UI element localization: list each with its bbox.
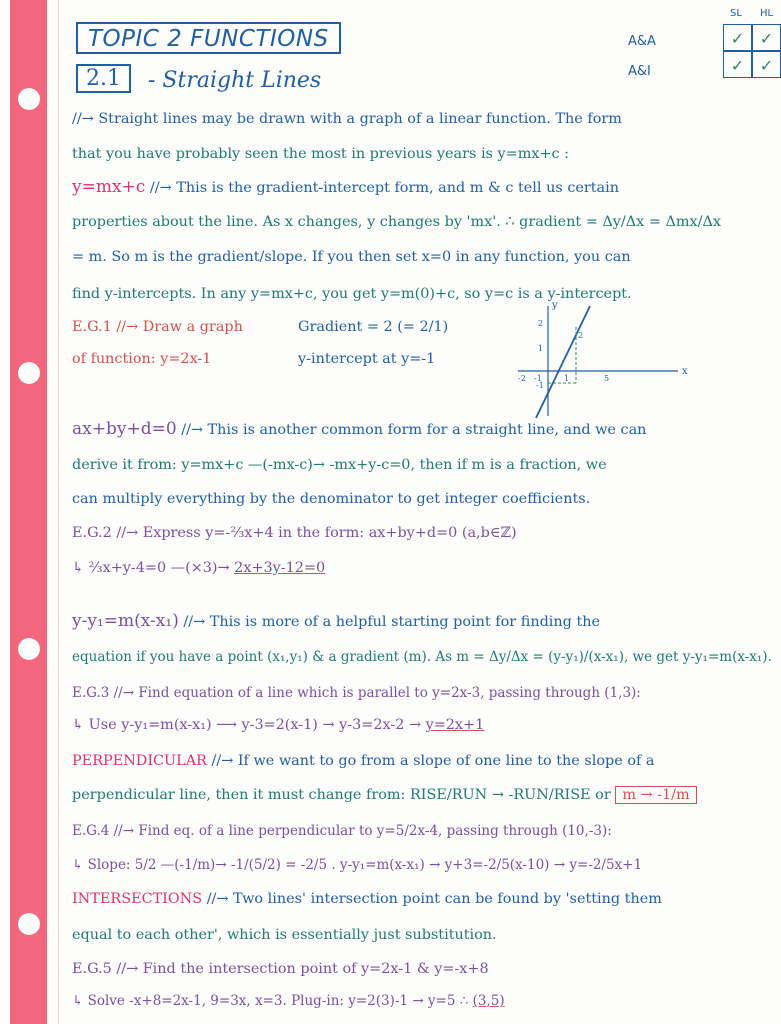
section-heading: PERPENDICULAR bbox=[72, 753, 207, 769]
text-line bbox=[72, 612, 600, 631]
example-heading: E.G.1 //→ Draw a graph bbox=[72, 319, 243, 335]
text-span: //→ This is the gradient-intercept form, and m & c tell us certain bbox=[149, 180, 620, 196]
example-heading: E.G.5 //→ Find the intersection point of y=2x-1 & y=-x+8 bbox=[72, 961, 489, 977]
text-line bbox=[72, 890, 662, 908]
example-graph bbox=[508, 296, 708, 421]
margin-rule bbox=[58, 0, 59, 1024]
text-span: ↳ ⅔x+y-4=0 —(×3)→ bbox=[72, 560, 230, 576]
example-text: Gradient = 2 (= 2/1) bbox=[298, 319, 449, 335]
answer: y=2x+1 bbox=[425, 717, 485, 733]
graph-axis-label: x bbox=[682, 366, 688, 377]
text-span: //→ Two lines' intersection point can be found by 'setting them bbox=[206, 891, 662, 907]
text-line: that you have probably seen the most in previous years is y=mx+c : bbox=[72, 146, 570, 162]
punch-hole bbox=[18, 88, 40, 110]
example-heading: E.G.3 //→ Find equation of a line which is parallel to y=2x-3, passing through (1,3): bbox=[72, 685, 641, 701]
text-line: properties about the line. As x changes, y changes by 'mx'. ∴ gradient = Δy/Δx = Δmx/Δx bbox=[72, 214, 721, 230]
section-number: 2.1 bbox=[76, 64, 131, 93]
graph-tick-label: 1 bbox=[564, 374, 570, 383]
punch-hole bbox=[18, 362, 40, 384]
text-line: = m. So m is the gradient/slope. If you then set x=0 in any function, you can bbox=[72, 249, 631, 265]
text-line: //→ Straight lines may be drawn with a graph of a linear function. The form bbox=[72, 111, 622, 127]
example-text bbox=[72, 716, 484, 734]
example-text: ↳ Slope: 5/2 —(-1/m)→ -1/(5/2) = -2/5 . y-y₁=m(x-x₁) → y+3=-2/5(x-10) → y=-2/5x+1 bbox=[72, 857, 643, 873]
topic-title: TOPIC 2 FUNCTIONS bbox=[76, 22, 341, 54]
level-row-label: A&I bbox=[628, 64, 651, 79]
check-icon: ✓ bbox=[723, 24, 752, 51]
section-title: - Straight Lines bbox=[148, 68, 322, 93]
text-line: equal to each other', which is essentially just substitution. bbox=[72, 927, 497, 943]
sl-header: SL bbox=[730, 8, 742, 19]
text-line bbox=[72, 752, 654, 770]
example-text: of function: y=2x-1 bbox=[72, 351, 212, 367]
text-line bbox=[72, 178, 619, 197]
example-text: y-intercept at y=-1 bbox=[298, 351, 436, 367]
text-line bbox=[72, 420, 646, 439]
text-line bbox=[72, 786, 697, 804]
check-icon: ✓ bbox=[752, 51, 781, 78]
check-icon: ✓ bbox=[752, 24, 781, 51]
text-line: derive it from: y=mx+c —(-mx-c)→ -mx+y-c=0, then if m is a fraction, we bbox=[72, 457, 607, 473]
graph-tick-label: 5 bbox=[604, 374, 610, 383]
graph-tick-label: 2 bbox=[538, 319, 544, 328]
answer: 2x+3y-12=0 bbox=[234, 560, 326, 576]
example-heading: E.G.4 //→ Find eq. of a line perpendicular to y=5/2x-4, passing through (10,-3): bbox=[72, 823, 612, 839]
form-heading: y-y₁=m(x-x₁) bbox=[72, 611, 179, 631]
hl-header: HL bbox=[760, 8, 774, 19]
graph-tick-label: 2 bbox=[578, 331, 584, 340]
check-icon: ✓ bbox=[723, 51, 752, 78]
text-span: ↳ Use y-y₁=m(x-x₁) ⟶ y-3=2(x-1) → y-3=2x-2 → bbox=[72, 717, 422, 733]
graph-axis-label: y bbox=[552, 300, 558, 311]
graph-tick-label: -1 bbox=[536, 381, 544, 390]
section-heading: INTERSECTIONS bbox=[72, 891, 203, 907]
text-line: equation if you have a point (x₁,y₁) & a gradient (m). As m = Δy/Δx = (y-y₁)/(x-x₁), we get y-y₁=m(x-x₁). bbox=[72, 649, 772, 665]
boxed-rule: m → -1/m bbox=[615, 786, 696, 804]
binder-margin-strip bbox=[10, 0, 47, 1024]
text-span: //→ If we want to go from a slope of one line to the slope of a bbox=[211, 753, 655, 769]
graph-line bbox=[536, 306, 590, 418]
graph-tick-label: -2 bbox=[518, 374, 526, 383]
level-row-label: A&A bbox=[628, 34, 656, 49]
text-line: can multiply everything by the denominator to get integer coefficients. bbox=[72, 491, 591, 507]
punch-hole bbox=[18, 913, 40, 935]
graph-tick-label: -1 bbox=[534, 374, 542, 383]
punch-hole bbox=[18, 638, 40, 660]
text-span: //→ This is more of a helpful starting point for finding the bbox=[183, 614, 601, 630]
text-span: perpendicular line, then it must change from: RISE/RUN → -RUN/RISE or bbox=[72, 787, 611, 803]
text-line: find y-intercepts. In any y=mx+c, you get y=m(0)+c, so y=c is a y-intercept. bbox=[72, 286, 632, 302]
example-text bbox=[72, 992, 505, 1010]
answer: (3,5) bbox=[472, 993, 505, 1009]
text-span: //→ This is another common form for a straight line, and we can bbox=[181, 422, 647, 438]
note-page bbox=[72, 0, 774, 1024]
text-span: ↳ Solve -x+8=2x-1, 9=3x, x=3. Plug-in: y=2(3)-1 → y=5 ∴ bbox=[72, 993, 469, 1009]
form-heading: ax+by+d=0 bbox=[72, 419, 177, 439]
graph-tick-label: 1 bbox=[538, 344, 544, 353]
form-heading: y=mx+c bbox=[72, 177, 146, 197]
example-text bbox=[72, 559, 325, 577]
example-heading: E.G.2 //→ Express y=-⅔x+4 in the form: ax+by+d=0 (a,b∈ℤ) bbox=[72, 525, 517, 541]
